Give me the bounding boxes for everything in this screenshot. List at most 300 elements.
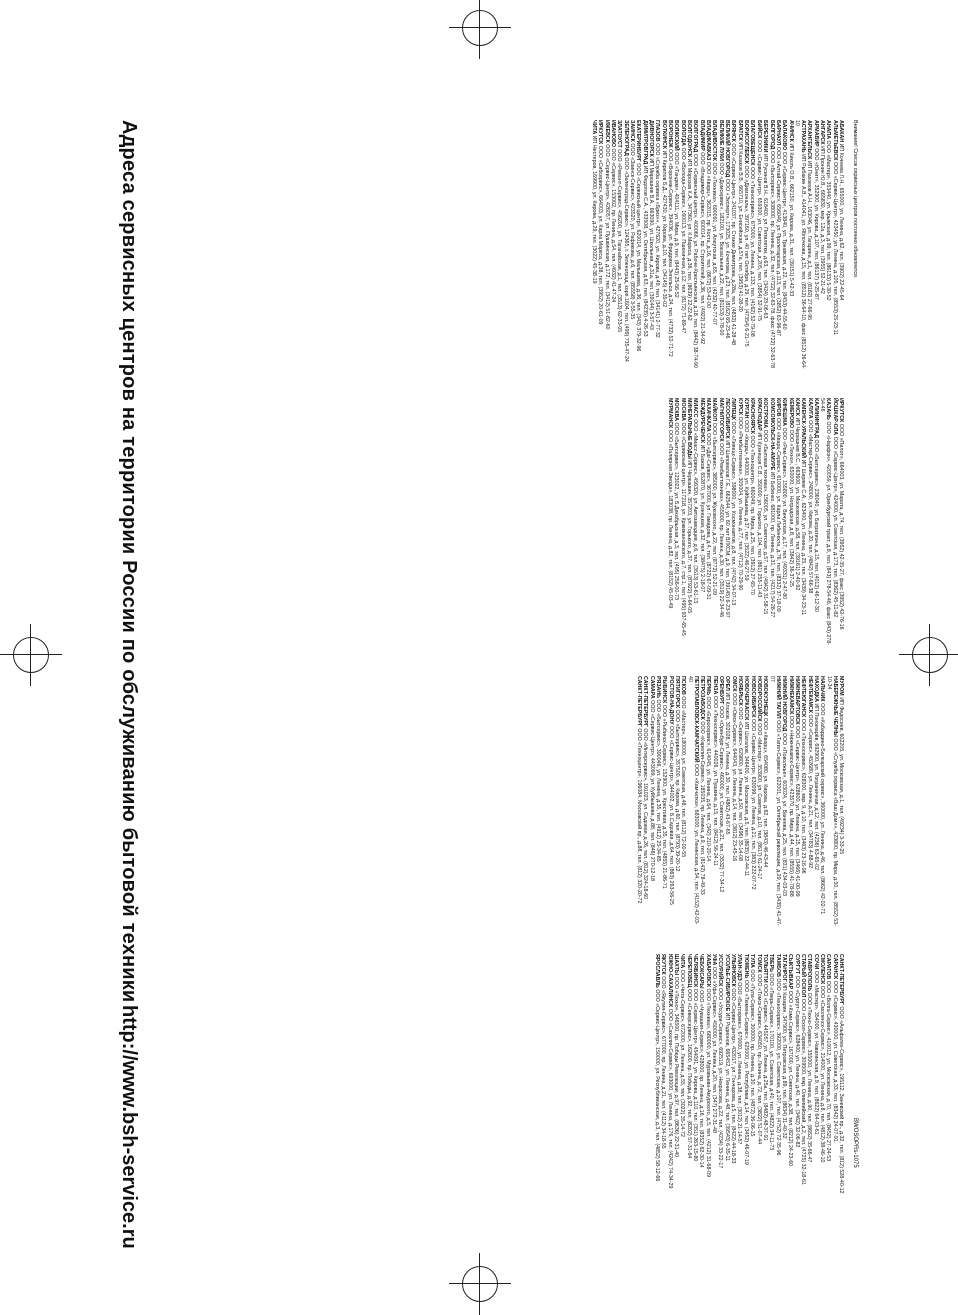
address-text: ООО «Омск-Сервис», 644043, ул. Ленина, д.14, тел. (3812) 23-45-16 [730,693,737,862]
city-name: ИВАНОВО [609,120,616,147]
address-text: ООО «Сервисный центр», 117218, ул. Кржижановского, д.7, стр.1, тел. (495) 937-65-45 [679,422,686,636]
address-text: ООО «Тула-Сервис», 300000, пр. Ленина, д.30, тел. (4872) 36-06-15 [749,969,756,1137]
address-text: ООО «Эксперт», 173025, ул. Кочетова, д.23, тел. (8162) 65-23-46 [724,178,731,339]
city-name: КАНСК [793,398,800,416]
city-name: ПЕНЗА [711,676,718,695]
address-text: ООО «Липецк-Сервис», 398000, ул. Космонавтов, д.8, тел. (4742) 34-07-13 [730,421,737,606]
address-text: ООО «Сахалин-Сервис», 693000, ул. Ленина, д.176, тел. (4242) 74-34-29 [666,1008,673,1189]
address-entry [680,398,686,650]
city-name: ПЕТРОПАВЛОВСК-КАМЧАТСКИЙ [692,676,699,763]
city-name: ТАМБОВ [774,954,781,977]
city-name: УФА [711,954,718,966]
address-entry [724,398,730,650]
address-text: ООО «Рембыттехника», 305004, ул. Ленина, д.77, тел. (4712) 70-29-90 [736,416,743,591]
address-text: ООО «Кварц», 654080, ул. Кирова, д.62, тел. (3843) 46-43-44 [762,717,769,868]
address-text: ООО «Сервис», 430000, ул. Советская, д.33, тел. (8342) 24-07-91 [831,980,838,1142]
address-entry [749,954,755,1206]
address-text: ООО «Техносервис», 628300, мкр. 9, д.10, тел. (3463) 23-16-96 [800,718,807,874]
city-name: ЧЕБОКСАРЫ [698,954,705,989]
address-entry [807,676,813,928]
city-name: УССУРИЙСК [717,954,724,987]
address-entry [712,676,718,928]
city-name: ХАБАРОВСК [704,954,711,988]
address-entry [743,398,749,650]
address-text: ООО «Сервис», 153002, пр. Ленина, д.54, тел. (4932) 41-47-24 [609,148,616,303]
address-entry [768,398,774,650]
address-column-1 [154,120,844,372]
address-entry [838,954,844,1206]
city-name: ТОМСК [755,954,762,973]
address-entry [623,120,629,372]
address-entry [667,120,673,372]
address-text: ООО «Миасс-Сервис», 456320, ул. Автозаводцев, д.6, тел. (3513) 53-61-13 [692,419,699,604]
address-entry [819,120,825,372]
address-text: ООО «Рембыттехника», 455000, пр. Ленина, д.30, тел. (3519) 22-34-46 [717,443,724,618]
city-name: УЛЬЯНОВСК [730,954,737,987]
address-entry [813,120,819,372]
address-text: ООО «Сервис-Центр», 443099, ул. Куйбышева, д.88, тел. (846) 270-12-18 [648,700,655,881]
city-name: ДИВНОГОРСК [647,120,654,157]
city-name: ВЛАДИВОСТОК [711,120,718,161]
address-entry [687,676,699,928]
address-text: ООО «Бытсервис», 670000, ул. Ленина, д.38, тел. (3012) 21-14-57 [736,982,743,1145]
city-name: НЕФТЕЮГАНСК [800,676,807,718]
address-entry [655,676,661,928]
city-name: КИНЕШМА [781,398,788,426]
address-text: ООО «Сервис-Центр», 344002, ул. Б.Садовая, д.64, тел. (863) 263-56-25 [667,726,674,905]
address-entry [616,120,622,372]
city-name: НОВОСИБИРСК [749,676,756,718]
city-name: МЕЖДУРЕЧЕНСК [698,398,705,444]
address-text: ООО «Сервис», 445057, ул. Ленина, д.25а, тел. (8482) 48-37-91 [761,983,768,1141]
address-entry [832,398,838,650]
address-entry [673,120,679,372]
address-text: ООО «Сервис», 629800, ул. Ленина, д.50, тел. (3496) 35-14-08 [737,707,744,861]
city-name: КАМЕНСК-УРАЛЬСКИЙ [800,398,807,458]
address-text: ИП Рыбакин А.В., 414041, ул. Яблочкова, д.15, тел. (8512) 36-64-10, факс (8512) 36-64-10 [793,120,806,369]
city-name: МАГНИТОГОРСК [717,398,724,442]
address-entry [642,676,648,928]
address-entry [794,954,800,1206]
city-name: ТВЕРЬ [768,954,775,972]
address-entry [705,954,711,1206]
address-entry [731,676,737,928]
address-entry [750,676,756,928]
address-entry [756,398,762,650]
address-text: ИП Кузнецов С.В., 350000, ул. Горького, д.104, тел. (861) 255-11-43 [755,432,762,598]
city-name: АРМАВИР [812,120,819,147]
address-entry [680,676,686,928]
address-entry [749,398,755,650]
city-name: МАХАЧКАЛА [705,398,712,432]
city-name: БОРИСОГЛЕБСК [743,120,750,164]
address-text: ИП Казаков В.В., 665710, ул. Енисейская, д.57а, тел. (3953) 41-28-20 [736,142,743,312]
city-name: НАБЕРЕЖНЫЕ ЧЕЛНЫ [831,676,838,737]
address-entry [711,954,717,1206]
address-entry [832,120,838,372]
address-entry [711,398,717,650]
address-entry [762,954,768,1206]
address-entry [686,954,692,1206]
address-entry [800,954,806,1206]
address-entry [819,398,831,650]
city-name: ВОТКИНСК [660,120,667,149]
address-entry [743,120,749,372]
address-text: ИП Шаповалов Г.Е., 662544, ул. 60 лет ВЛКСМ, д.9, тел. (39145) 6-23-97 [724,440,731,618]
address-text: ООО «Мастер», 354000, ул. Навагинская, д.9, тел. (8622) 64-03-61 [812,970,819,1135]
city-name: ПЯТИГОРСК [673,676,680,709]
address-text: ООО «Бытсервис», 357500, пр. Кирова, д.60, тел. (8793) 39-20-12 [673,709,680,872]
address-text: ИП Русинов В.Н., 618400, ул. Пятилетки, д.63, тел. (3424) 23-06-63 [762,153,769,319]
city-name: КУРГАН [743,398,750,419]
address-entry [737,676,743,928]
city-name: ЯКУТСК [660,954,667,975]
address-text: ООО «Техника», 690091, ул. Алеутская, д.65, тел. (4232) 40-77-07 [711,162,718,325]
address-entry [756,676,762,928]
city-name: КАЗАНЬ [825,398,832,420]
city-name: ДИМИТРОВГРАД [641,120,648,165]
city-name: СТАВРОПОЛЬ [806,954,813,992]
city-name: ЮЖНО-САХАЛИНСК [666,954,673,1008]
address-entry [775,954,781,1206]
address-text: ООО «Сургут-Сервис», 628400, ул. Ленина, д.40, тел. (3462) 32-06-82 [793,975,800,1148]
city-name: НИЖНИЙ НОВГОРОД [781,676,788,732]
city-name: НАХОДКА [812,676,819,702]
address-entry [686,398,692,650]
city-name: УСОЛЬЕ-СИБИРСКОЕ [723,954,730,1012]
address-text: ООО «Алтай-Сервис», 656049, ул. Пролетарская, д.113, тел. (3852) 63-96-87 [774,146,781,337]
service-url[interactable]: http://www.bsh-service.ru [118,1005,140,1249]
city-name: АСТРАХАНЬ [799,120,806,153]
address-text: ООО «Домсервис», 182100, ул. Вокзальная, д.22, тел. (81153) 3-78-00 [717,162,724,336]
address-entry [737,398,743,650]
city-name: ТОЛЬЯТТИ [761,954,768,983]
city-name: ИЖЕВСК [603,120,610,143]
address-text: ООО «Вологда-Сервис», 160013, ул. Пшеничная, д.12, тел. (8172) 71-89-47 [679,147,686,334]
address-entry [636,676,642,928]
address-text: ООО «Оренбург-Сервис», 460000, ул. Советская, д.21, тел. (3532) 77-34-12 [718,706,725,893]
address-entry [718,120,724,372]
address-text: ООО «Заинск-Сервис», 423520, ул. Рафикова, д.6, тел. (85558) 3-55-35 [628,143,635,320]
address-text: ООО «Мастер», 180000, ул. Советская, д.48, тел. (8112) 72-00-55 [680,696,687,858]
address-text: ООО «Мастер», 353900, ул. Советов, д.10, тел. (8617) 61-24-17 [756,723,763,880]
address-text: ИП Пронин Ю.В., 665830, мкр. 12а, д.3, тел. (3955) 52-21-42 [818,146,825,294]
address-text: ИП Ширяев С.А., 623400, ул. Ленина, д.25, тел. (3439) 34-23-11 [800,459,807,616]
address-text: ООО «Альфатех-Сервис», 195112, Заневский пр., д.32, тел. (812) 528-40-12 [838,1006,844,1194]
address-entry [705,120,711,372]
city-name: ЙОШКАР-ОЛА [831,398,838,436]
city-name: МОСКВА [673,398,680,421]
address-entry [788,676,794,928]
city-name: МУРОМ [838,676,844,696]
address-entry [743,676,749,928]
address-text: ООО «Сибсервис», 664003, ул. Карла Маркса, д.38, тел. (3952) 20-61-09 [597,145,604,325]
address-entry [718,398,724,650]
city-name: НАЛЬЧИК [819,676,826,702]
address-entry [699,120,705,372]
city-name: ВОЛГОГРАД [692,120,699,153]
address-text: ИП Черешнев В.С., 663600, ул. Московская, д.58, тел. (39161) 2-40-92 [793,417,800,591]
address-entry [654,120,660,372]
city-name: НИЖНЕВАРТОВСК [793,676,800,725]
address-entry [819,676,825,928]
address-text: ООО «Чита-Сервис», 672000, ул. Ленина, д.55, тел. (3022) 35-14-72 [679,969,686,1137]
city-name: ТЮМЕНЬ [742,954,749,979]
address-text: ООО «Евросервис», 614045, ул. Ленина, д.64, тел. (342) 210-20-14 [705,696,712,862]
city-name: КОСТРОМА [762,398,769,429]
address-text: ООО «Тандем», 404111, ул. Мира, д.9, тел. (8443) 25-56-52 [673,152,680,298]
address-entry [743,954,749,1206]
address-text: ООО «Кабардино-Балкарский сервис», 360000, ул. Ленина, д.46, тел. (8662) 42-02-71 [819,703,826,915]
address-entry [730,120,736,372]
address-entry [794,120,806,372]
address-entry [730,398,736,650]
address-text: ООО «Сервис-Центр», 413840, ул. Трнавская, д.22, тел. (8453) 44-55-60 [781,151,788,330]
address-text: ООО «Сервис-Центр», 659300, ул. Советская, д.205, тел. (3854) 32-91-75 [755,139,762,321]
city-name: КОМСОМОЛЬСК-НА-АМУРЕ [768,398,775,471]
address-text: ООО «Полярная Звезда», 183038, пр. Ленина, д.82, тел. (8152) 45-03-49 [667,429,674,609]
address-text: ООО «Бытсервис», 308000, пр. Ленина, д.32, тел. (4722) 32-63-78, факс (4722) 32-63-78 [768,150,775,368]
address-text: ООО «Волга-Сервис», 410012, ул. Московская, д.70, тел. (8452) 27-24-53 [825,980,832,1162]
city-name: ЛИПЕЦК [730,398,737,420]
city-name: САНКТ-ПЕТЕРБУРГ [838,954,844,1005]
address-columns [154,120,844,1205]
city-name: БИЙСК [755,120,762,139]
address-entry [717,954,723,1206]
address-text: ООО «Юнит», 352900, ул. Кирова, д.107, тел. (86137) 3-25-87 [812,148,819,300]
address-text: ООО «Интерсервис», 191023, ул. Садовая, д.26, тел. (812) 324-18-60 [642,728,649,900]
city-name: ЧЕЛЯБИНСК [692,954,699,988]
city-name: ГЛАЗОВ [654,120,661,142]
city-name: АЛЬМЕТЬЕВСК [831,120,838,161]
address-entry [794,676,800,928]
city-name: ТУЛА [749,954,756,968]
address-entry [806,954,812,1206]
city-name: НИЖНЕКАМСК [787,676,794,715]
address-text: ООО «Бытсервис», 236040, ул. Багратиона, д.15, тел. (4012) 46-12-30 [812,439,819,612]
address-entry [660,954,666,1206]
address-text: ООО «Томск-Сервис», 634050, пр. Ленина, д.72, тел. (3822) 51-07-44 [755,974,762,1145]
city-name: НОВОЧЕРКАССК [743,676,750,721]
address-text: ООО «Пилот», 664003, ул. Марата, д.74, тел. (3952) 42-35-27, факс (3952) 42-76-16 [838,423,844,630]
city-name: МАЙКОП [711,398,718,422]
city-name: ИРКУТСК [597,120,604,145]
address-text: ООО «Сервис-Центр», 241037, пр. Станке Димитрова, д.28а, тел. (4832) 41-28-48 [730,143,737,345]
address-text: ООО «Мастер-Сервис», 248000, ул. Кирова, д.20, тел. (4842) 57-66-38 [806,420,813,594]
city-name: АРХАНГЕЛЬСК [806,120,813,160]
address-text: ООО «Смоленск-Сервис», 214000, ул. Ленина, д.8, тел. (4812) 38-46-10 [818,985,825,1163]
city-name: АНАПА [825,120,832,140]
city-name: НИЖНИЙ ТАГИЛ [774,676,781,719]
address-entry [629,120,635,372]
address-text: ИП Нестеров, 169900, ул. Кирова, д.29, тел. (3022) 45-38-19 [590,135,597,284]
address-entry [838,120,844,372]
address-text: ООО «Техно-Сервис», 355000, ул. Ленина, д.90, тел. (8652) 35-66-47 [806,992,813,1163]
address-entry [769,676,781,928]
address-text: ООО «Техноцентр», 196084, Московский пр., д.88, тел. (812) 320-20-72 [635,728,642,904]
city-name: ВОЛОГДА [679,120,686,146]
address-text: ООО «Рем-Сервис», 155800, ул. Вичугская, д.17, тел. (49331) 2-47-80 [781,427,788,600]
address-text: ИП Клоков, 302028, ул. Ленина, д.30, тел. (4862) 43-67-65 [724,692,731,835]
city-name: КРАСНОДАР [755,398,762,431]
address-entry [800,398,806,650]
city-name: ЧЕРЕПОВЕЦ [685,954,692,988]
city-name: КАЛИНИНГРАД [812,398,819,438]
address-text: ООО «Тагил-Сервис», 622001, ул. Октябрьской революции, д.29, тел. (3435) 41-47-07 [768,676,781,926]
address-text: ИП Кирилов Б.Д., 427430, ул. Кирова, д.10, тел. (34145) 4-35-02 [660,150,667,308]
city-name: АЧИНСК [787,120,794,142]
city-name: ПСКОВ [680,676,687,695]
address-text: ИП Родионов, 665452, ул. Ленина, д.48, тел. (39543) 6-35-11 [723,1012,730,1161]
city-name: ОМСК [730,676,737,692]
address-text: ООО «Сервис-Центр», 432017, ул. Гончарова, д.5, тел. (8422) 44-18-33 [730,988,737,1164]
address-entry [642,120,648,372]
address-entry [762,120,768,372]
address-text: ООО «Техноцентр», 660049, пр. Мира, д.25, тел. (3912) 27-65-70 [749,435,756,595]
city-name: ЕКАТЕРИНБУРГ [635,120,642,162]
address-text: ООО «Рыбинск-Сервис», 152900, ул. Крестовая, д.35, тел. (4855) 21-86-71 [661,704,668,889]
city-name: ОРЕЛ [724,676,731,691]
city-name: ВОЛГОДОНСК [686,120,693,158]
address-entry [781,120,787,372]
address-text: ИП Мирошник В.А., 663090, ул. Школьная, д.31а, тел. (39144) 3-57-43 [647,158,654,330]
address-column-4 [154,954,844,1206]
address-text: ООО «Бытсервис», 385000, ул. Жуковского, д.22, тел. (8772) 52-21-09 [711,422,718,595]
city-name: РЯЗАНЬ [654,676,661,698]
address-text: ИП Бабенко, 681000, пр. Ленина, д.31, тел. (4217) 54-28-27 [768,471,775,618]
city-name: ТАГАНРОГ [780,954,787,982]
address-text: ООО «Тверь-Сервис», 170100, ул. Советская, д.40, тел. (4822) 34-11-73 [768,973,775,1151]
address-text: ООО «Сервис», 452680, ул. Ленина, д.21, тел. (34783) 4-88-92 [806,714,813,869]
address-entry [775,398,781,650]
address-entry [800,676,806,928]
address-entry [813,954,819,1206]
address-text: ООО «Чувашия-Сервис», 428000, пр. Ленина, д.16, тел. (8352) 62-30-14 [698,990,705,1168]
address-entry [648,120,654,372]
address-text: ООО «Нарфон», 420059, ул. Оренбургский тракт, д.8, тел. (843) 278-54-46, факс (843) 278-54-46 [819,398,832,645]
city-name: МОСКВА [679,398,686,421]
address-entry [825,120,831,372]
city-name: АНГАРСК [818,120,825,145]
address-entry [825,954,831,1206]
city-name: ОРЕНБУРГ [718,676,725,705]
city-name: КИРОВ [774,398,781,417]
address-entry [635,120,641,372]
address-entry [730,954,736,1206]
city-name: НЕФТЕКАМСК [806,676,813,713]
address-entry [591,120,597,372]
address-text: ООО «Даг-Сервис», 367000, ул. Гамидова, д.4, тел. (8722) 67-09-31 [705,433,712,600]
address-text: ООО «Северсервис», 162600, пр. Победы, д.92, тел. (8202) 57-31-64 [685,988,692,1159]
address-entry [597,120,603,372]
address-text: ИП Казарин, 347900, ул. Петровская, д.89, тел. (8634) 31-40-32 [780,983,787,1139]
address-text: ИП Бажов, 652870, ул. Кузнецкая, д.32, тел. (38475) 2-18-07 [698,444,705,593]
address-entry [838,676,844,928]
city-name: САРАНСК [831,954,838,980]
city-name: СТАРЫЙ ОСКОЛ [799,954,806,998]
city-name: АБАКАН [838,120,844,143]
city-name: САРАТОВ [825,954,832,980]
document-code: BWOSOPRs-1075 [852,1118,858,1168]
address-entry [788,398,794,650]
address-text: ООО «Сервис-Центр», 423450, ул. Ленина, д.105, тел. (8553) 25-23-11 [831,161,838,336]
address-entry [668,676,674,928]
city-name: ПЕРМЬ [705,676,712,696]
address-entry [775,120,781,372]
city-name: ЗЛАТОУСТ [616,120,623,148]
address-text: ООО «Техно», 346500, пр. Победы Революции, д.97, тел. (8636) 22-31-40 [673,976,680,1158]
address-entry [768,120,774,372]
city-name: БЛАГОВЕЩЕНСК [749,120,756,166]
address-entry [692,120,698,372]
city-name: УЛАН-УДЭ [736,954,743,981]
address-text: ИП Пахомов А.Н., 163046, ул. Гагарина, д.1, тел. (8182) 27-66-95 [806,160,813,321]
address-text: ООО «Владимир-Сервис», 600014, пр. Строителей, д.36, тел. (4922) 21-34-92 [698,152,705,345]
address-entry [674,676,680,928]
address-entry [692,954,698,1206]
address-column-2 [154,398,844,650]
city-name: МУРМАНСК [667,398,674,429]
address-entry [838,398,844,650]
address-text: ИП Черкашин, 357203, ул. Горького, д.37, тел. (87922) 5-64-05 [686,460,693,614]
address-text: ООО «Уфа-Сервис», 450000, ул. Ленина, д.20, тел. (347) 272-31-48 [711,966,718,1133]
city-name: БАЛАКОВО [781,120,788,151]
address-entry [673,398,679,650]
address-text: ИП Федосеев, 602205, ул. Московская, д.1, тел. (49234) 3-33-25 [838,697,844,855]
address-entry [768,954,774,1206]
address-text: ООО «Сервис-Центр», 150000, ул. Республиканская, д.3, тел. (4852) 58-12-66 [654,989,661,1182]
address-text: ООО «Кварц-Сервис», 610000, ул. Карла Либкнехта, д.76, тел. (8332) 37-18-09 [774,417,781,612]
city-name: НОВОКУЗНЕЦК [762,676,769,717]
city-name: МИАСС [692,398,699,418]
address-column-3 [154,676,844,928]
address-text: ООО «Тюмень-Сервис», 625000, ул. Республики, д.14, тел. (3452) 46-07-19 [742,979,749,1165]
address-entry [806,120,812,372]
address-text: ООО «Коми-Сервис», 167000, ул. Советская, д.38, тел. (8212) 24-23-60 [787,990,794,1167]
city-name: ВЕЛИКИЙ НОВГОРОД [724,120,731,178]
address-entry [724,676,730,928]
address-text: ООО «Нижнекамск-Сервис», 423570, пр. Мира, д.44, тел. (8555) 41-78-88 [787,715,794,897]
address-text: ООО «Диагональ», 397160, ул. 40 лет Октября, д.29, тел. (47354) 6-21-75 [743,165,750,347]
address-text: ООО «Служба сервиса «Ваш Дом»», 423800, пр. Мира, д.50, тел. (8552) 53-10-34 [825,676,838,926]
city-name: САНКТ-ПЕТЕРБУРГ [635,676,642,727]
address-entry [807,398,813,650]
address-entry [781,398,787,650]
address-entry [661,676,667,928]
city-name: СОЧИ [812,954,819,970]
city-name: ПЕТРОЗАВОДСК [699,676,706,720]
address-entry [679,954,685,1206]
city-name: ВОРОНЕЖ [667,120,674,148]
address-text: ООО «Воронеж-Сервис», 394036, ул. Фридриха Энгельса, д.24, тел. (4732) 52-71-72 [667,149,674,357]
update-notice: Внимание! Список сервисных центров постоянно обновляется. [852,120,858,279]
city-name: САМАРА [648,676,655,699]
address-entry [788,120,794,372]
city-name: ВЕЛИКИЕ ЛУКИ [717,120,724,161]
city-name: ВЛАДИКАВКАЗ [705,120,712,161]
address-text: ИП Федотов С.А., 433508, ул. Октябрьская, д.63, тел. (84235) 4-26-53 [641,165,648,337]
address-entry [755,954,761,1206]
address-entry [667,954,673,1206]
address-entry [649,676,655,928]
address-entry [699,676,705,928]
address-text: ООО «Техносервис», 440026, ул. Пушкина, д.15, тел. (8412) 56-24-11 [711,695,718,866]
city-name: КЕМЕРОВО [787,398,794,429]
address-entry [749,120,755,372]
city-name: ШАХТЫ [673,954,680,976]
address-entry [832,954,838,1206]
city-name: САНКТ-ПЕТЕРБУРГ [642,676,649,727]
